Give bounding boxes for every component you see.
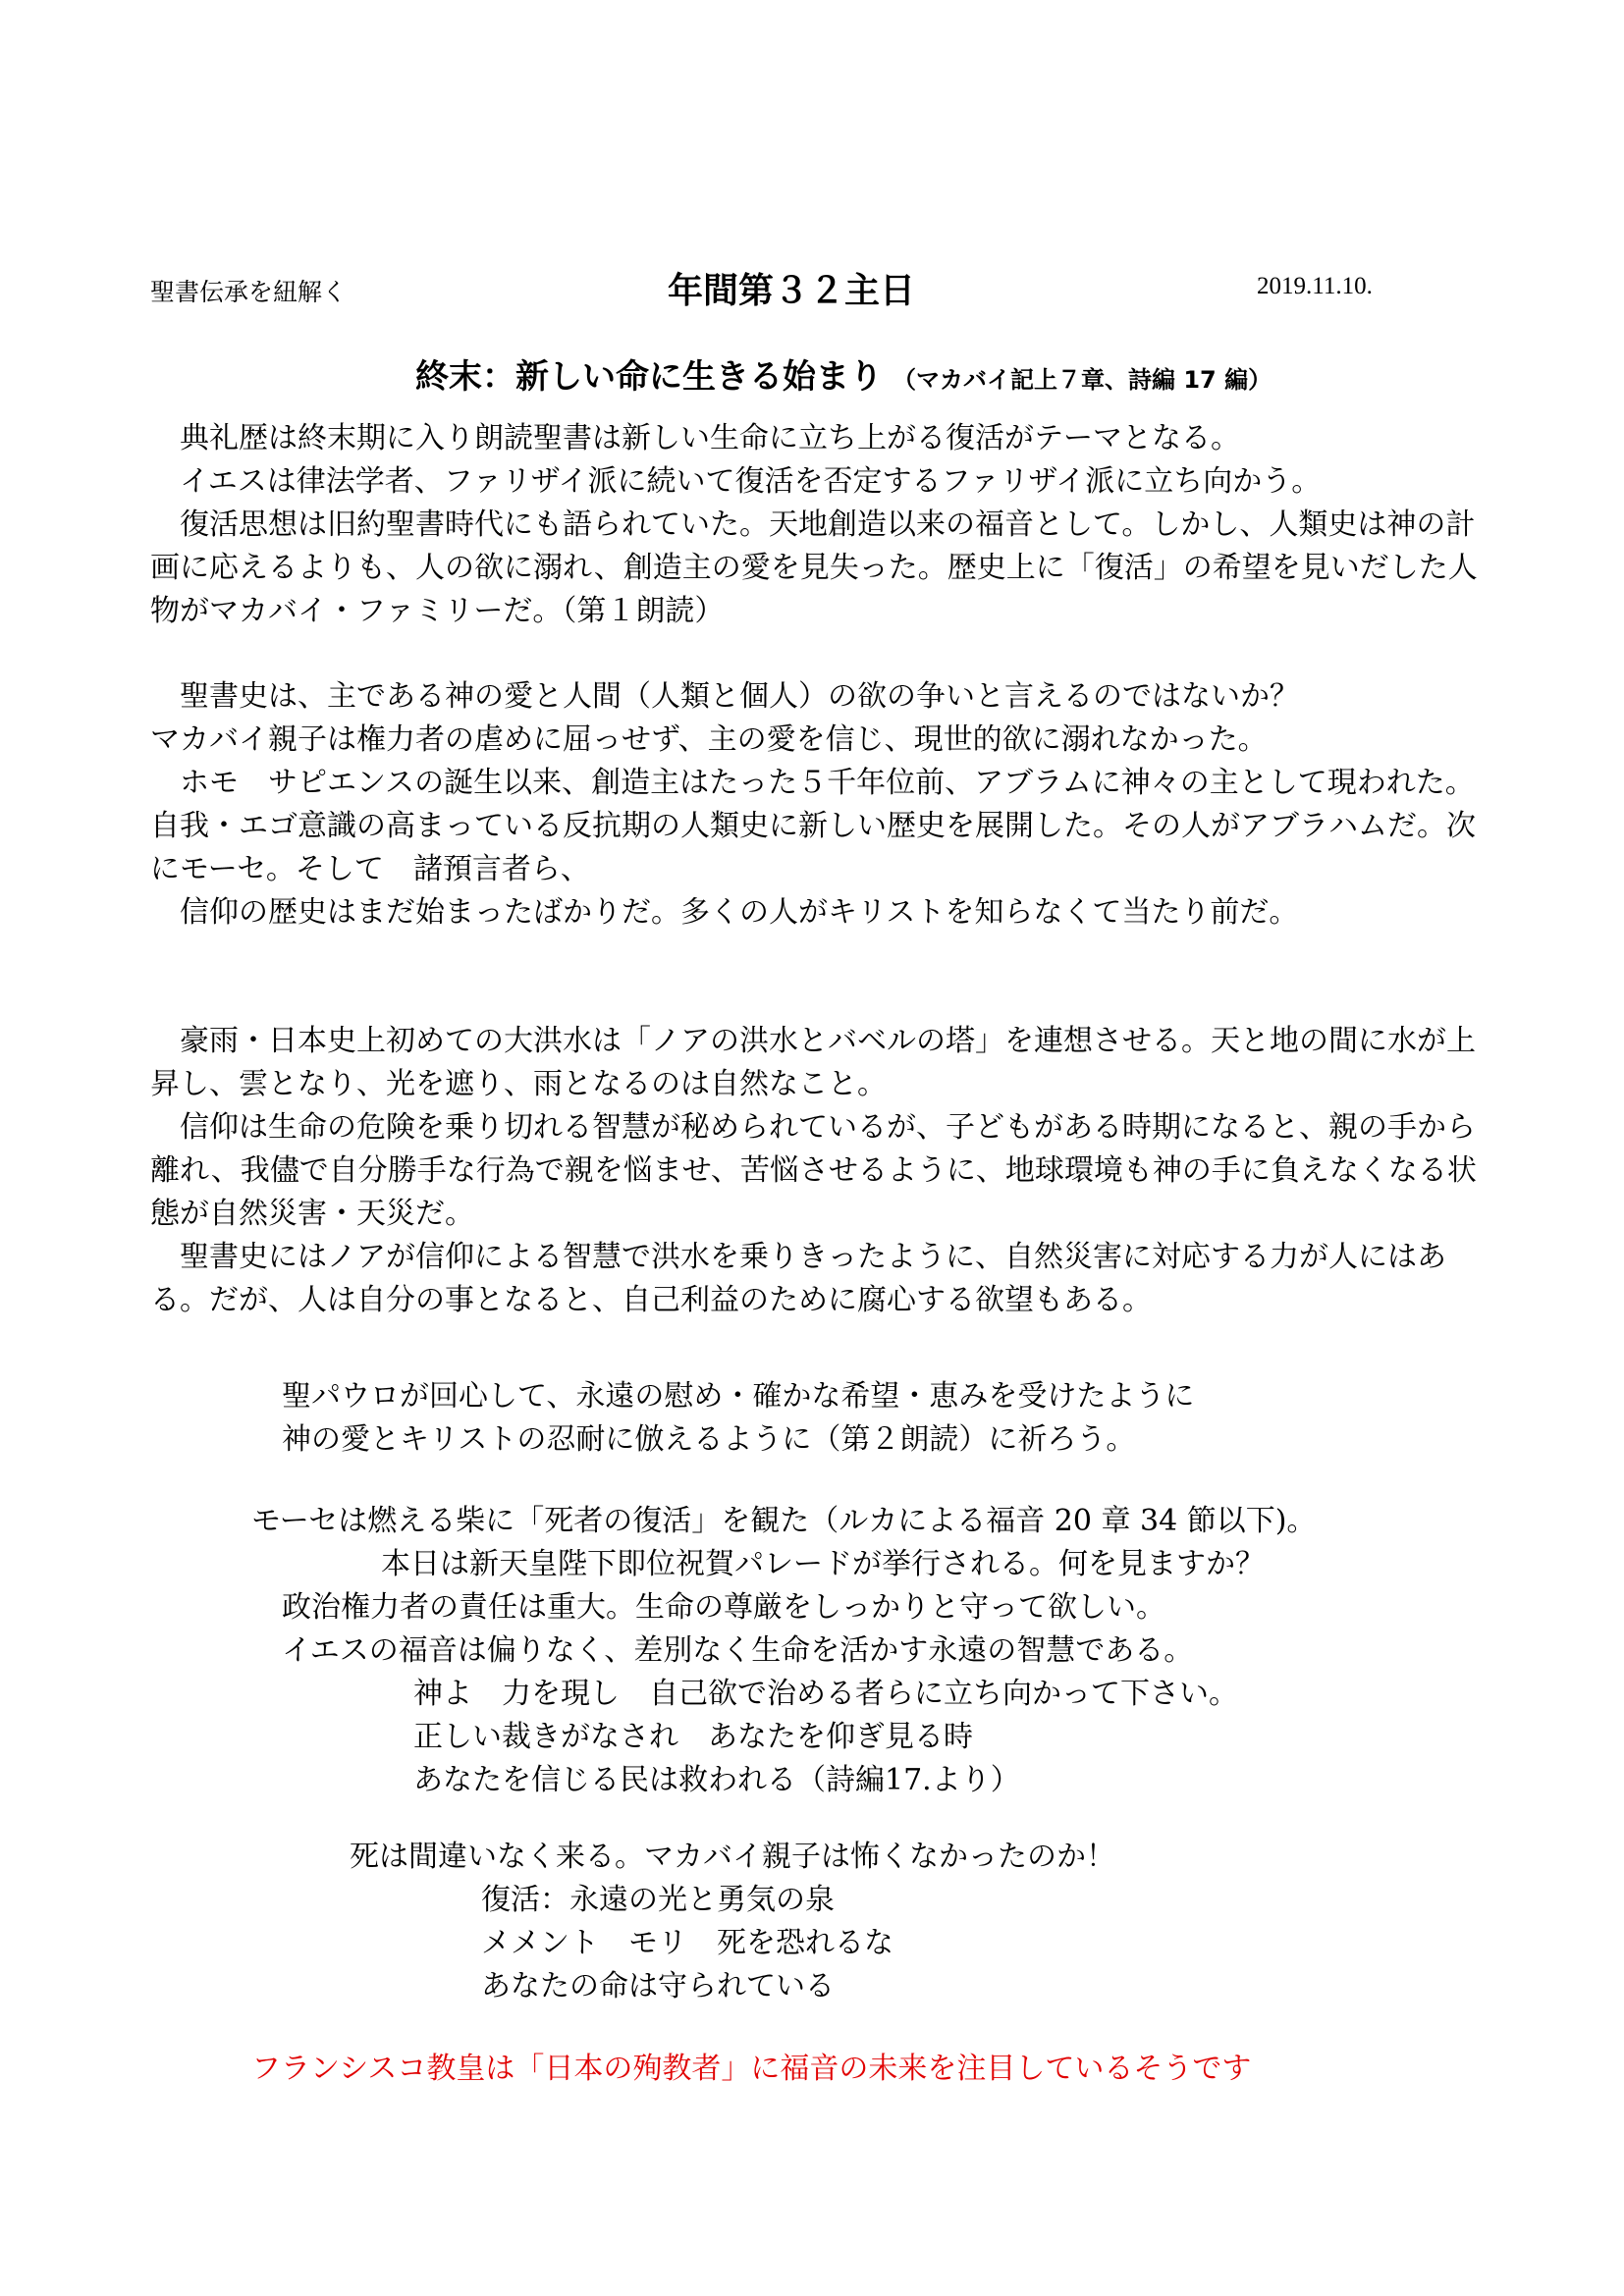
psalm-line: 正しい裁きがなされ あなたを仰ぎ見る時 bbox=[413, 1720, 973, 1754]
section-1 bbox=[150, 417, 1486, 633]
paragraph: 典礼歴は終末期に入り朗読聖書は新しい生命に立ち上がる復活がテーマとなる。 bbox=[150, 421, 1240, 455]
footer-note: フランシスコ教皇は「日本の殉教者」に福音の未来を注目しているそうです bbox=[251, 2052, 1252, 2086]
section-3 bbox=[150, 1020, 1486, 1322]
psalm-line: あなたを信じる民は救われる（詩編17.より） bbox=[413, 1763, 1020, 1797]
prayer-line: 神の愛とキリストの忍耐に倣えるように（第２朗読）に祈ろう。 bbox=[282, 1422, 1136, 1457]
paragraph: 豪雨・日本史上初めての大洪水は「ノアの洪水とバベルの塔」を連想させる。天と地の間に水が上昇し、雲となり、光を遮り、雨となるのは自然なこと。 bbox=[150, 1024, 1476, 1101]
header-date: 2019.11.10. bbox=[1257, 273, 1373, 299]
gospel-line: 本日は新天皇陛下即位祝賀パレードが挙行される。何を見ますか？ bbox=[381, 1547, 1265, 1581]
closing-line: 死は間違いなく来る。マカバイ親子は怖くなかったのか！ bbox=[350, 1840, 1115, 1874]
subtitle-main: 終末：新しい命に生きる始まり bbox=[415, 357, 883, 397]
paragraph: 聖書史は、主である神の愛と人間（人類と個人）の欲の争いと言えるのではないか？ bbox=[150, 679, 1299, 714]
prayer-line: 聖パウロが回心して、永遠の慰め・確かな希望・恵みを受けたように bbox=[282, 1379, 1195, 1414]
closing-line: あなたの命は守られている bbox=[481, 1969, 835, 2003]
gospel-line: イエスの福音は偏りなく、差別なく生命を活かす永遠の智慧である。 bbox=[282, 1633, 1194, 1668]
paragraph: 信仰は生命の危険を乗り切れる智慧が秘められているが、子どもがある時期になると、親の手から離れ、我儘で自分勝手な行為で親を悩ませ、苦悩させるように、地球環境も神の手に負えなくなる状態が自然災害・天災だ。 bbox=[150, 1110, 1477, 1231]
closing-line: メメント モリ 死を恐れるな bbox=[481, 1926, 893, 1960]
page-title: 年間第３２主日 bbox=[668, 271, 916, 311]
gospel-line: 政治権力者の責任は重大。生命の尊厳をしっかりと守って欲しい。 bbox=[282, 1590, 1165, 1625]
paragraph: マカバイ親子は権力者の虐めに屈っせず、主の愛を信じ、現世的欲に溺れなかった。 bbox=[150, 722, 1268, 757]
paragraph: 信仰の歴史はまだ始まったばかりだ。多くの人がキリストを知らなくて当たり前だ。 bbox=[150, 895, 1299, 930]
paragraph: 復活思想は旧約聖書時代にも語られていた。天地創造以来の福音として。しかし、人類史は神の計画に応えるよりも、人の欲に溺れ、創造主の愛を見失った。歴史上に「復活」の希望を見いだした人物がマカバイ・ファミリーだ。（第１朗読） bbox=[150, 507, 1478, 628]
paragraph: 聖書史にはノアが信仰による智慧で洪水を乗りきったように、自然災害に対応する力が人にはある。だが、人は自分の事となると、自己利益のために腐心する欲望もある。 bbox=[150, 1240, 1446, 1317]
header-series-label: 聖書伝承を紐解く bbox=[150, 278, 348, 306]
subtitle bbox=[415, 349, 1272, 398]
gospel-line: モーセは燃える柴に「死者の復活」を観た（ルカによる福音 20 章 34 節以下)。 bbox=[251, 1504, 1317, 1538]
section-2 bbox=[150, 675, 1486, 934]
closing-line: 復活：永遠の光と勇気の泉 bbox=[481, 1883, 835, 1917]
paragraph: イエスは律法学者、ファリザイ派に続いて復活を否定するファリザイ派に立ち向かう。 bbox=[150, 464, 1322, 499]
psalm-line: 神よ 力を現し 自己欲で治める者らに立ち向かって下さい。 bbox=[413, 1677, 1238, 1711]
paragraph: ホモ サピエンスの誕生以来、創造主はたった５千年位前、アブラムに神々の主として現われた。自我・エゴ意識の高まっている反抗期の人類史に新しい歴史を展開した。その人がアブラハムだ。次にモーセ。そして 諸預言者ら、 bbox=[150, 766, 1476, 886]
subtitle-reference: （マカバイ記上７章、詩編 17 編） bbox=[893, 366, 1272, 394]
